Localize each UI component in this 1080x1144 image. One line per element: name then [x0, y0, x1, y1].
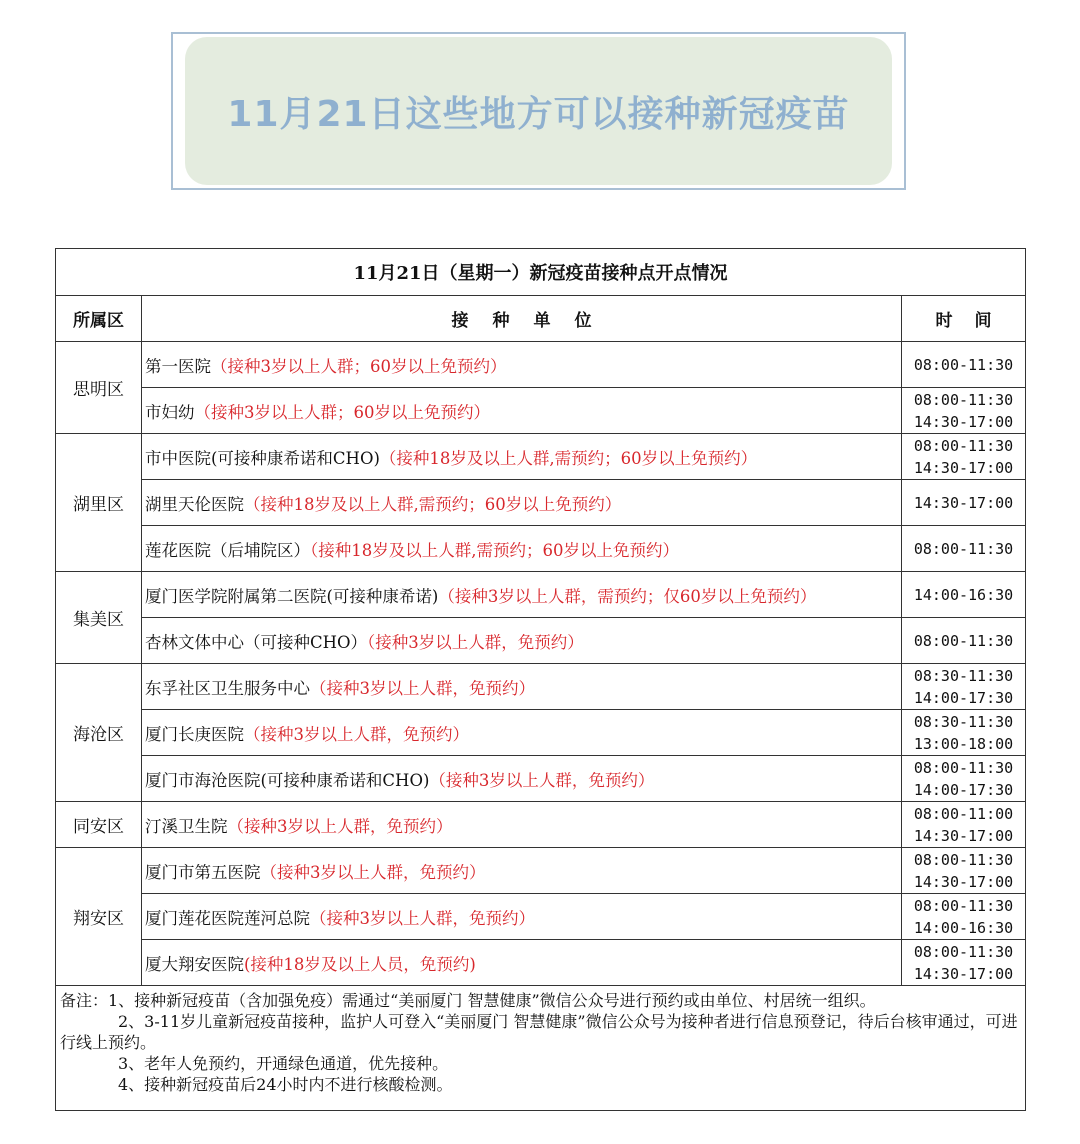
time-slot: 08:00-11:00: [913, 804, 1014, 823]
header-time: [902, 296, 1026, 342]
unit-cell: [142, 756, 902, 802]
table-row: [56, 664, 1026, 710]
unit-cell: [142, 848, 902, 894]
time-slot: 08:00-11:30: [913, 942, 1014, 961]
time-cell: [902, 848, 1026, 894]
unit-note: （接种3岁以上人群；60岁以上免预约）: [194, 402, 490, 422]
note-line: 4、接种新冠疫苗后24小时内不进行核酸检测。: [118, 1075, 453, 1094]
time-slot: 14:30-17:00: [913, 458, 1014, 477]
unit-note: （接种3岁以上人群，免预约）: [367, 632, 584, 652]
unit-cell: [142, 480, 902, 526]
header-time-label: 时间: [935, 311, 1014, 331]
unit-cell: [142, 526, 902, 572]
unit-cell: [142, 342, 902, 388]
time-slot: 14:30-17:00: [913, 964, 1014, 983]
unit-name: 厦门市第五医院: [145, 862, 261, 882]
time-slot: 14:00-16:30: [913, 918, 1014, 937]
time-slot: 14:00-17:30: [913, 688, 1014, 707]
note-line: 备注：1、接种新冠疫苗（含加强免疫）需通过“美丽厦门 智慧健康”微信公众号进行预约或由单位、村居统一组织。: [60, 991, 876, 1010]
time-cell: [902, 526, 1026, 572]
time-slot: 08:00-11:30: [913, 436, 1014, 455]
unit-note: （接种3岁以上人群，免预约）: [429, 770, 655, 790]
time-slot: 08:30-11:30: [913, 666, 1014, 685]
table-row: [56, 572, 1026, 618]
unit-name: 厦门医学院附属第二医院(可接种康希诺): [145, 586, 439, 606]
time-slot: 14:30-17:00: [913, 412, 1014, 431]
time-cell: [902, 480, 1026, 526]
time-slot: 14:30-17:00: [913, 826, 1014, 845]
unit-note: （接种18岁及以上人群,需预约；60岁以上免预约）: [310, 540, 679, 560]
time-slot: 08:00-11:30: [913, 390, 1014, 409]
district-cell: 海沧区: [56, 664, 142, 802]
time-slot: 13:00-18:00: [913, 734, 1014, 753]
time-slot: 14:00-16:30: [913, 585, 1014, 604]
table-row: [56, 710, 1026, 756]
unit-name: 厦门长庚医院: [145, 724, 244, 744]
banner-frame: [171, 32, 906, 190]
unit-note: （接种3岁以上人群；60岁以上免预约）: [211, 356, 507, 376]
table-row: [56, 848, 1026, 894]
time-slot: 08:00-11:30: [913, 631, 1014, 650]
unit-cell: [142, 940, 902, 986]
time-slot: 08:30-11:30: [913, 712, 1014, 731]
note-line: 2、3-11岁儿童新冠疫苗接种，监护人可登入“美丽厦门 智慧健康”微信公众号为接种者进行信息预登记，待后台核审通过，可进行线上预约。: [60, 1012, 1018, 1052]
unit-cell: [142, 802, 902, 848]
unit-cell: [142, 434, 902, 480]
unit-note: (接种18岁及以上人员，免预约): [244, 954, 476, 974]
time-slot: 08:00-11:30: [913, 758, 1014, 777]
time-cell: [902, 756, 1026, 802]
page-title: 11月21日这些地方可以接种新冠疫苗: [227, 93, 850, 135]
unit-name: 第一医院: [145, 356, 211, 376]
time-cell: [902, 940, 1026, 986]
unit-name: 市中医院(可接种康希诺和CHO): [145, 448, 380, 468]
unit-name: 厦门市海沧医院(可接种康希诺和CHO): [145, 770, 430, 790]
table-row: [56, 940, 1026, 986]
district-cell: 思明区: [56, 342, 142, 434]
unit-note: （接种18岁及以上人群,需预约；60岁以上免预约）: [244, 494, 622, 514]
unit-note: （接种18岁及以上人群,需预约；60岁以上免预约）: [379, 448, 758, 468]
unit-name: 湖里天伦医院: [145, 494, 244, 514]
time-cell: [902, 664, 1026, 710]
table-row: [56, 480, 1026, 526]
table-row: [56, 388, 1026, 434]
unit-name: 东孚社区卫生服务中心: [145, 678, 310, 698]
time-cell: [902, 618, 1026, 664]
unit-cell: [142, 572, 902, 618]
header-unit-label: 接种单位: [451, 311, 616, 331]
unit-name: 莲花医院（后埔院区）: [145, 540, 310, 560]
notes-cell: [56, 986, 1026, 1111]
unit-note: （接种3岁以上人群，免预约）: [244, 724, 469, 744]
table-row: [56, 526, 1026, 572]
time-cell: [902, 894, 1026, 940]
time-cell: [902, 388, 1026, 434]
district-cell: 同安区: [56, 802, 142, 848]
unit-cell: [142, 894, 902, 940]
time-cell: [902, 342, 1026, 388]
table-row: [56, 434, 1026, 480]
table-row: [56, 756, 1026, 802]
header-unit: [142, 296, 902, 342]
unit-note: （接种3岁以上人群，免预约）: [310, 908, 535, 928]
district-cell: 集美区: [56, 572, 142, 664]
unit-name: 汀溪卫生院: [145, 816, 228, 836]
banner: [185, 37, 892, 185]
unit-note: （接种3岁以上人群，免预约）: [310, 678, 535, 698]
time-slot: 14:30-17:00: [913, 493, 1014, 512]
table-row: [56, 342, 1026, 388]
unit-note: （接种3岁以上人群，免预约）: [260, 862, 486, 882]
table-title: 11月21日（星期一）新冠疫苗接种点开点情况: [56, 249, 1026, 296]
table-row: [56, 802, 1026, 848]
header-district: 所属区: [56, 296, 142, 342]
district-cell: 翔安区: [56, 848, 142, 986]
time-slot: 14:00-17:30: [913, 780, 1014, 799]
unit-cell: [142, 618, 902, 664]
unit-cell: [142, 710, 902, 756]
table-row: [56, 618, 1026, 664]
time-cell: [902, 710, 1026, 756]
time-cell: [902, 802, 1026, 848]
time-slot: 08:00-11:30: [913, 896, 1014, 915]
vaccination-schedule-table: [55, 248, 1026, 1111]
unit-name: 市妇幼: [145, 402, 195, 422]
unit-note: （接种3岁以上人群，需预约；仅60岁以上免预约）: [438, 586, 817, 606]
unit-cell: [142, 664, 902, 710]
time-slot: 08:00-11:30: [913, 850, 1014, 869]
unit-name: 厦门莲花医院莲河总院: [145, 908, 310, 928]
unit-name: 杏林文体中心（可接种CHO）: [145, 632, 368, 652]
time-cell: [902, 572, 1026, 618]
district-cell: 湖里区: [56, 434, 142, 572]
time-slot: 08:00-11:30: [913, 355, 1014, 374]
time-slot: 14:30-17:00: [913, 872, 1014, 891]
note-line: 3、老年人免预约，开通绿色通道，优先接种。: [118, 1054, 449, 1073]
unit-cell: [142, 388, 902, 434]
unit-name: 厦大翔安医院: [145, 954, 244, 974]
unit-note: （接种3岁以上人群，免预约）: [227, 816, 453, 836]
time-slot: 08:00-11:30: [913, 539, 1014, 558]
time-cell: [902, 434, 1026, 480]
table-row: [56, 894, 1026, 940]
